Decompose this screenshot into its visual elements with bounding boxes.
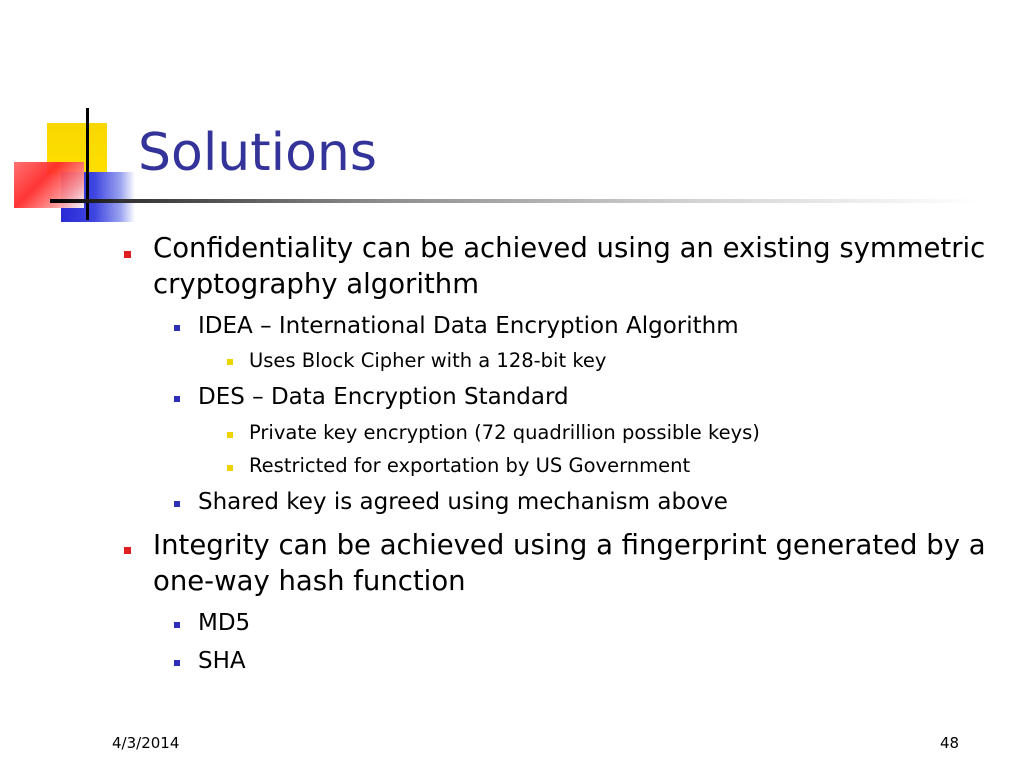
- bullet-icon: [174, 325, 180, 331]
- bullet-icon: [174, 501, 180, 507]
- bullet-level2: IDEA – International Data Encryption Algorithm: [198, 313, 739, 339]
- bullet-icon: [174, 660, 180, 666]
- footer-date: 4/3/2014: [112, 734, 180, 752]
- bullet-level2: MD5: [198, 610, 251, 636]
- bullet-level3: Private key encryption (72 quadrillion possible keys): [249, 421, 760, 444]
- bullet-icon: [124, 547, 131, 554]
- bullet-level1: Confidentiality can be achieved using an existing symmetric cryptography algorithm: [153, 232, 986, 300]
- bullet-icon: [227, 432, 233, 438]
- bullet-icon: [124, 251, 131, 258]
- bullet-level1: Integrity can be achieved using a fingerprint generated by a one-way hash function: [153, 529, 986, 597]
- bullet-level3: Restricted for exportation by US Government: [249, 454, 691, 477]
- bullet-level2: SHA: [198, 648, 246, 674]
- bullet-level3: Uses Block Cipher with a 128-bit key: [249, 349, 607, 372]
- bullet-icon: [227, 465, 233, 471]
- slide-title: Solutions: [138, 123, 377, 183]
- bullet-icon: [174, 396, 180, 402]
- bullet-level2: DES – Data Encryption Standard: [198, 384, 569, 410]
- footer-page-number: 48: [940, 734, 960, 752]
- bullet-level2: Shared key is agreed using mechanism above: [198, 489, 728, 515]
- bullet-icon: [227, 359, 233, 365]
- bullet-icon: [174, 622, 180, 628]
